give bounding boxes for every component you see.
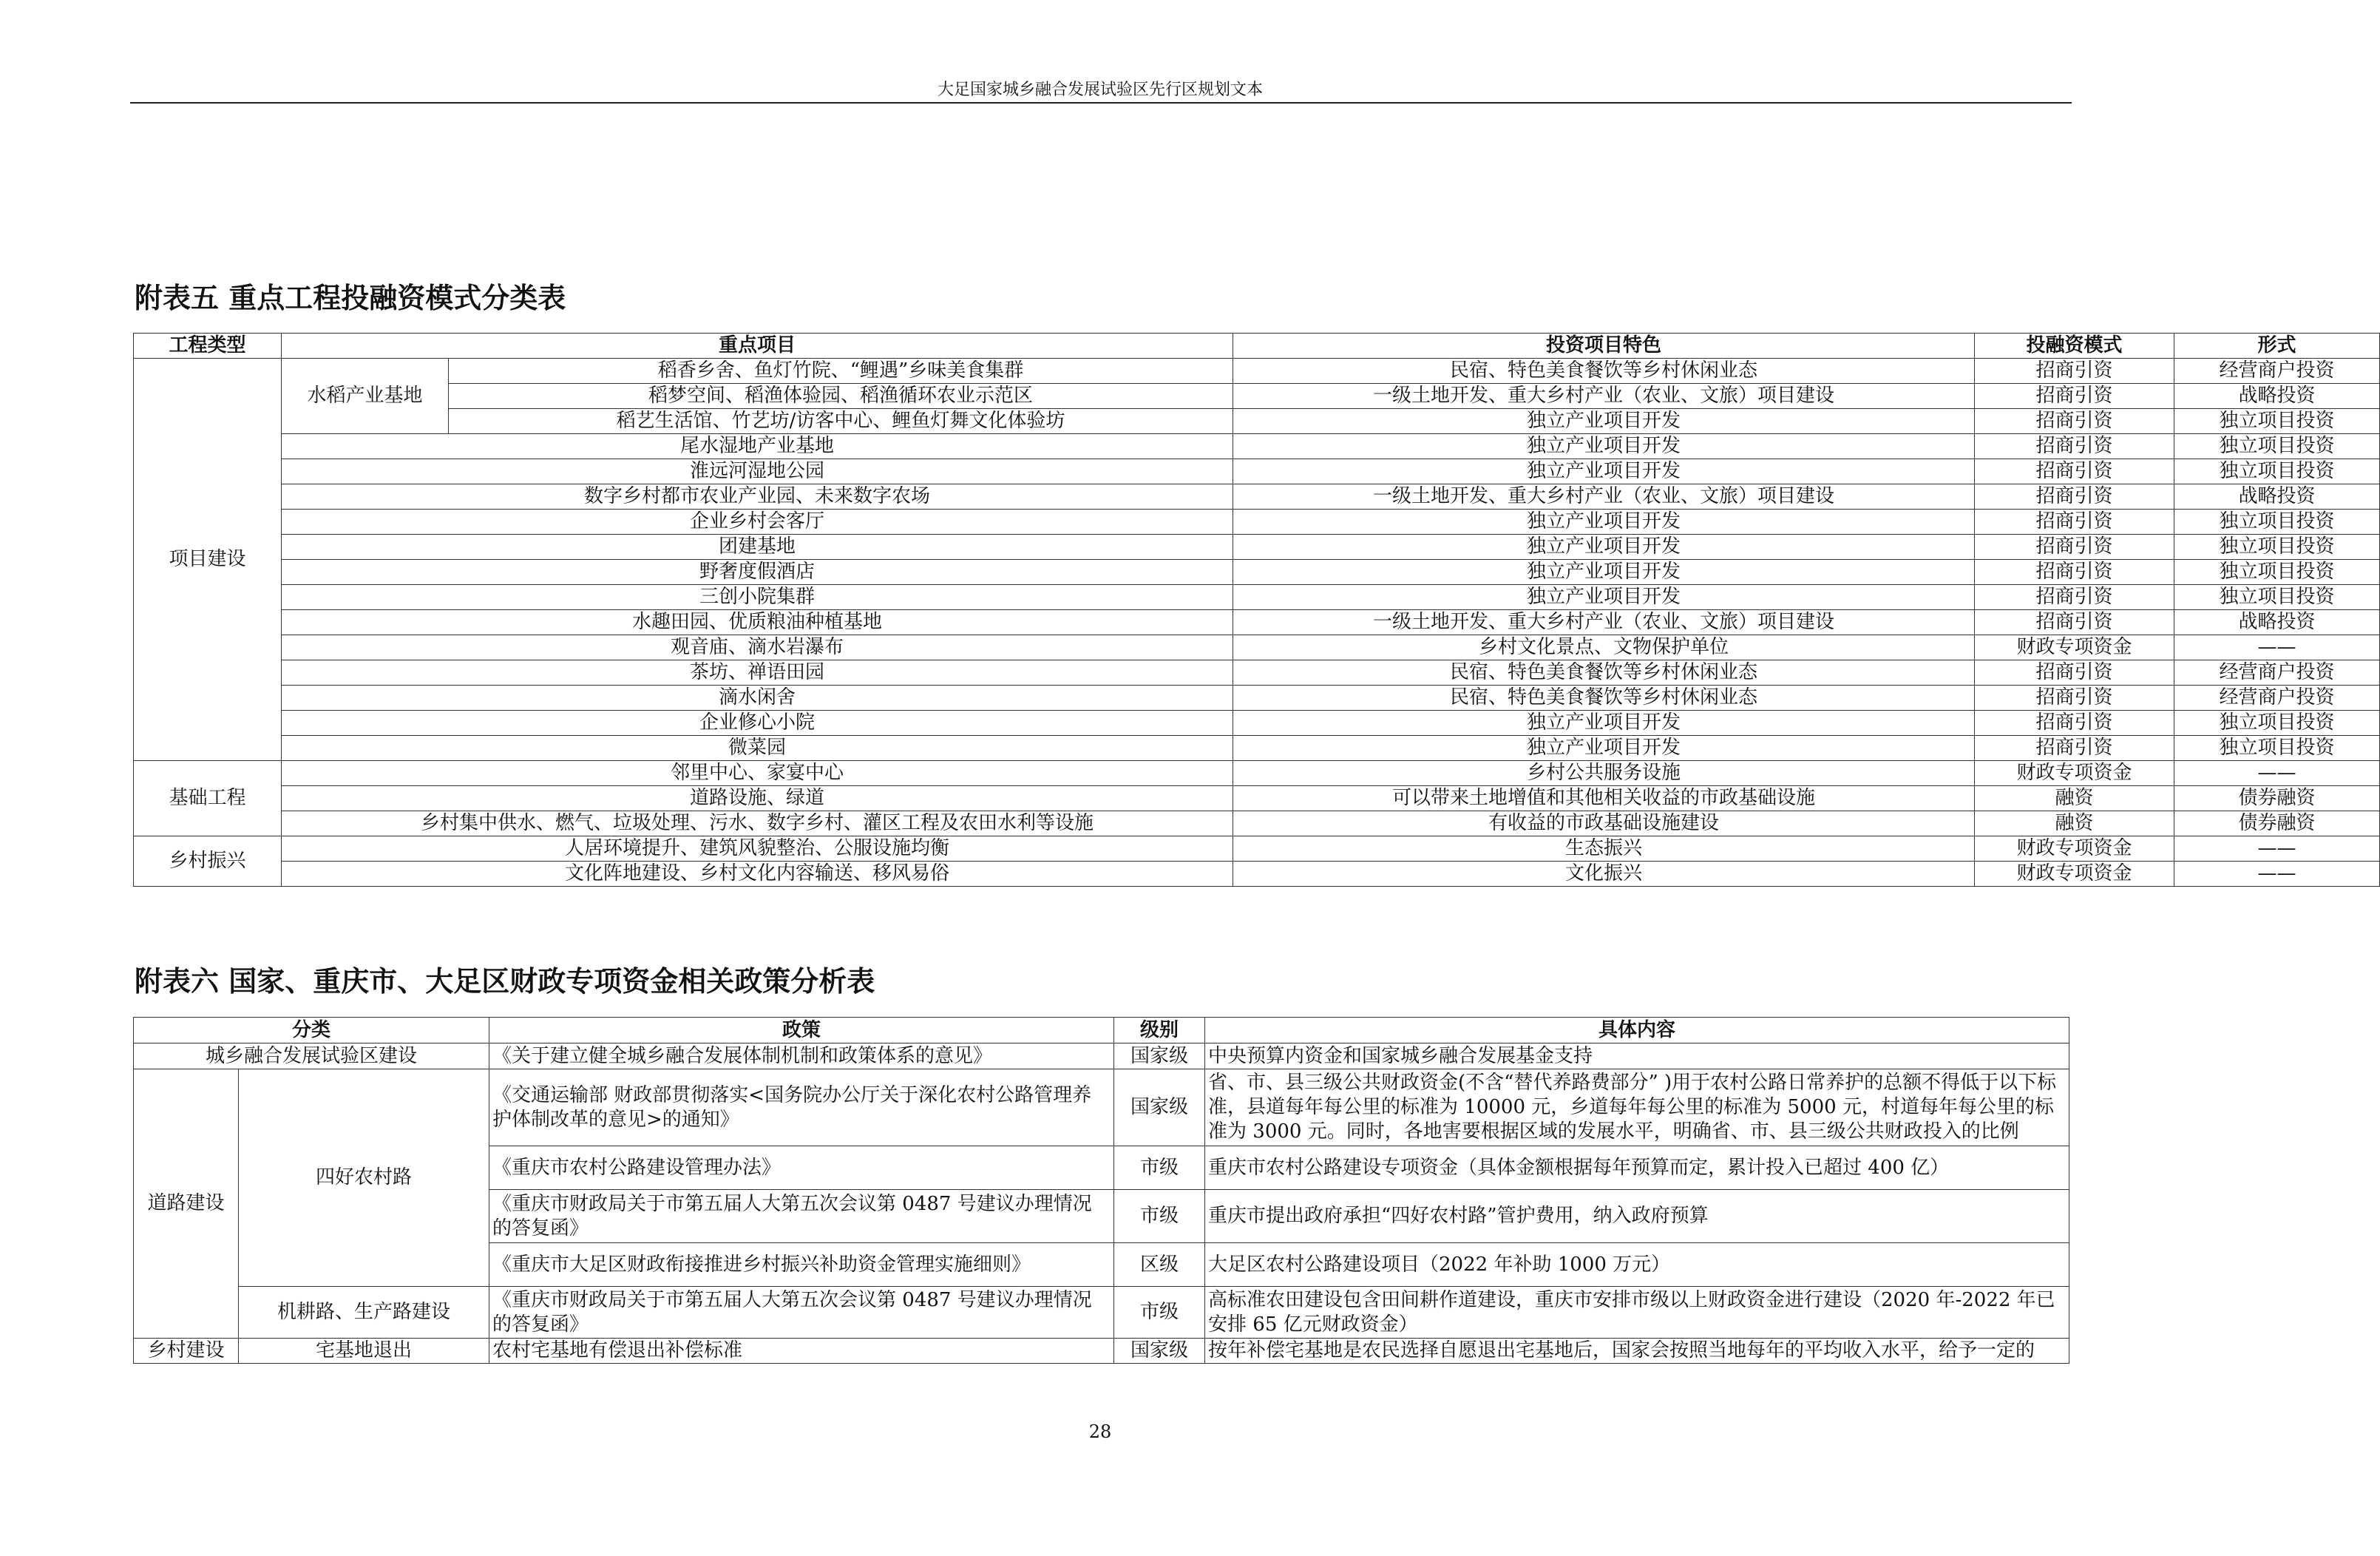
policy-cell: 《重庆市农村公路建设管理办法》 [489,1146,1114,1190]
feature-cell: 独立产业项目开发 [1233,409,1975,434]
table-row [134,736,2380,761]
table-row [134,635,2380,660]
content-cell: 中央预算内资金和国家城乡融合发展基金支持 [1205,1043,2069,1069]
project-cell: 邻里中心、家宴中心 [282,761,1233,786]
form-cell: 独立项目投资 [2174,711,2380,736]
table-row [134,1069,2069,1146]
feature-cell: 文化振兴 [1233,862,1975,887]
feature-cell: 独立产业项目开发 [1233,585,1975,610]
table-row [134,811,2380,836]
mode-cell: 招商引资 [1975,510,2174,535]
table-row [134,585,2380,610]
content-cell: 省、市、县三级公共财政资金(不含“替代养路费部分” )用于农村公路日常养护的总额不得低于以下标准，县道每年每公里的标准为 10000 元，乡道每年每公里的标准为 5000 元，村道每年每公里的标准为 3000 元。同时，各地害要根据区域的发展水平，明确省、市、县三级公共财政投入的比例 [1205,1069,2069,1146]
form-cell: 独立项目投资 [2174,434,2380,459]
policy-cell: 《关于建立健全城乡融合发展体制机制和政策体系的意见》 [489,1043,1114,1069]
feature-cell: 乡村文化景点、文物保护单位 [1233,635,1975,660]
mode-cell: 招商引资 [1975,736,2174,761]
project-cell: 观音庙、滴水岩瀑布 [282,635,1233,660]
page-number: 28 [1088,1421,1112,1442]
mode-cell: 招商引资 [1975,610,2174,635]
form-cell: —— [2174,836,2380,862]
form-cell: 独立项目投资 [2174,459,2380,484]
table-row [134,711,2380,736]
form-cell: 独立项目投资 [2174,510,2380,535]
investment-model-table [133,333,2380,887]
feature-cell: 一级土地开发、重大乡村产业（农业、文旅）项目建设 [1233,384,1975,409]
table-row [134,1043,2069,1069]
feature-cell: 独立产业项目开发 [1233,711,1975,736]
feature-cell: 独立产业项目开发 [1233,560,1975,585]
col-header-policy: 政策 [489,1018,1114,1043]
form-cell: 独立项目投资 [2174,409,2380,434]
feature-cell: 独立产业项目开发 [1233,510,1975,535]
feature-cell: 民宿、特色美食餐饮等乡村休闲业态 [1233,686,1975,711]
feature-cell: 生态振兴 [1233,836,1975,862]
project-cell: 三创小院集群 [282,585,1233,610]
content-cell: 重庆市农村公路建设专项资金（具体金额根据每年预算而定，累计投入已超过 400 亿） [1205,1146,2069,1190]
feature-cell: 民宿、特色美食餐饮等乡村休闲业态 [1233,359,1975,384]
form-cell: 战略投资 [2174,484,2380,510]
mode-cell: 招商引资 [1975,686,2174,711]
col-header-feature: 投资项目特色 [1233,334,1975,359]
policy-cell: 《重庆市财政局关于市第五届人大第五次会议第 0487 号建议办理情况的答复函》 [489,1287,1114,1339]
col-header-category: 分类 [134,1018,489,1043]
form-cell: 债券融资 [2174,811,2380,836]
form-cell: 独立项目投资 [2174,535,2380,560]
table-header-row [134,1018,2069,1043]
project-cell: 道路设施、绿道 [282,786,1233,811]
project-cell: 人居环境提升、建筑风貌整治、公服设施均衡 [282,836,1233,862]
project-cell: 文化阵地建设、乡村文化内容输送、移风易俗 [282,862,1233,887]
project-cell: 乡村集中供水、燃气、垃圾处理、污水、数字乡村、灌区工程及农田水利等设施 [282,811,1233,836]
feature-cell: 独立产业项目开发 [1233,535,1975,560]
project-cell: 微菜园 [282,736,1233,761]
col-header-content: 具体内容 [1205,1018,2069,1043]
level-cell: 国家级 [1114,1043,1205,1069]
project-cell: 尾水湿地产业基地 [282,434,1233,459]
feature-cell: 一级土地开发、重大乡村产业（农业、文旅）项目建设 [1233,610,1975,635]
mode-cell: 招商引资 [1975,434,2174,459]
subcategory-cell: 宅基地退出 [239,1339,489,1364]
mode-cell: 招商引资 [1975,585,2174,610]
project-cell: 水趣田园、优质粮油种植基地 [282,610,1233,635]
subcategory-cell: 四好农村路 [239,1069,489,1287]
table-row [134,560,2380,585]
category-cell: 乡村建设 [134,1339,239,1364]
content-cell: 重庆市提出政府承担“四好农村路”管护费用，纳入政府预算 [1205,1190,2069,1243]
project-cell: 团建基地 [282,535,1233,560]
subcategory-cell: 水稻产业基地 [282,359,449,434]
form-cell: —— [2174,635,2380,660]
feature-cell: 有收益的市政基础设施建设 [1233,811,1975,836]
project-cell: 企业乡村会客厅 [282,510,1233,535]
table-row [134,484,2380,510]
content-cell: 大足区农村公路建设项目（2022 年补助 1000 万元） [1205,1243,2069,1287]
mode-cell: 招商引资 [1975,384,2174,409]
category-cell: 道路建设 [134,1069,239,1339]
project-cell: 稻梦空间、稻渔体验园、稻渔循环农业示范区 [449,384,1233,409]
header-rule [130,102,2072,104]
project-cell: 茶坊、禅语田园 [282,660,1233,686]
form-cell: 债券融资 [2174,786,2380,811]
table6-title: 附表六 国家、重庆市、大足区财政专项资金相关政策分析表 [135,964,875,998]
content-cell: 按年补偿宅基地是农民选择自愿退出宅基地后，国家会按照当地每年的平均收入水平，给予一定的 [1205,1339,2069,1364]
mode-cell: 招商引资 [1975,409,2174,434]
policy-cell: 农村宅基地有偿退出补偿标准 [489,1339,1114,1364]
form-cell: 战略投资 [2174,610,2380,635]
table-row [134,610,2380,635]
policy-analysis-table [133,1017,2069,1364]
category-cell: 乡村振兴 [134,836,282,887]
mode-cell: 财政专项资金 [1975,862,2174,887]
mode-cell: 招商引资 [1975,711,2174,736]
table5-title: 附表五 重点工程投融资模式分类表 [135,281,566,314]
policy-cell: 《交通运输部 财政部贯彻落实<国务院办公厅关于深化农村公路管理养护体制改革的意见>的通知》 [489,1069,1114,1146]
form-cell: 独立项目投资 [2174,736,2380,761]
feature-cell: 可以带来土地增值和其他相关收益的市政基础设施 [1233,786,1975,811]
mode-cell: 财政专项资金 [1975,635,2174,660]
form-cell: 经营商户投资 [2174,359,2380,384]
mode-cell: 招商引资 [1975,560,2174,585]
table-row [134,459,2380,484]
table-row [134,1339,2069,1364]
table-row [134,1287,2069,1339]
category-cell: 基础工程 [134,761,282,836]
mode-cell: 财政专项资金 [1975,836,2174,862]
project-cell: 数字乡村都市农业产业园、未来数字农场 [282,484,1233,510]
mode-cell: 招商引资 [1975,484,2174,510]
col-header-mode: 投融资模式 [1975,334,2174,359]
form-cell: 经营商户投资 [2174,686,2380,711]
table-header-row [134,334,2380,359]
mode-cell: 融资 [1975,786,2174,811]
form-cell: 独立项目投资 [2174,560,2380,585]
level-cell: 市级 [1114,1287,1205,1339]
level-cell: 区级 [1114,1243,1205,1287]
category-cell: 城乡融合发展试验区建设 [134,1043,489,1069]
table-row [134,409,2380,434]
project-cell: 淮远河湿地公园 [282,459,1233,484]
table-row [134,786,2380,811]
feature-cell: 乡村公共服务设施 [1233,761,1975,786]
col-header-type: 工程类型 [134,334,282,359]
mode-cell: 招商引资 [1975,535,2174,560]
col-header-form: 形式 [2174,334,2380,359]
mode-cell: 招商引资 [1975,660,2174,686]
project-cell: 野奢度假酒店 [282,560,1233,585]
table-row [134,660,2380,686]
level-cell: 市级 [1114,1190,1205,1243]
feature-cell: 民宿、特色美食餐饮等乡村休闲业态 [1233,660,1975,686]
table-row [134,535,2380,560]
table-row [134,384,2380,409]
project-cell: 滴水闲舍 [282,686,1233,711]
feature-cell: 独立产业项目开发 [1233,459,1975,484]
form-cell: 战略投资 [2174,384,2380,409]
level-cell: 国家级 [1114,1069,1205,1146]
feature-cell: 独立产业项目开发 [1233,736,1975,761]
col-header-level: 级别 [1114,1018,1205,1043]
mode-cell: 招商引资 [1975,359,2174,384]
running-header: 大足国家城乡融合发展试验区先行区规划文本 [937,81,1263,99]
content-cell: 高标准农田建设包含田间耕作道建设，重庆市安排市级以上财政资金进行建设（2020 年-2022 年已安排 65 亿元财政资金） [1205,1287,2069,1339]
feature-cell: 一级土地开发、重大乡村产业（农业、文旅）项目建设 [1233,484,1975,510]
level-cell: 国家级 [1114,1339,1205,1364]
table-row [134,510,2380,535]
subcategory-cell: 机耕路、生产路建设 [239,1287,489,1339]
table-row [134,836,2380,862]
form-cell: 独立项目投资 [2174,585,2380,610]
policy-cell: 《重庆市大足区财政衔接推进乡村振兴补助资金管理实施细则》 [489,1243,1114,1287]
feature-cell: 独立产业项目开发 [1233,434,1975,459]
mode-cell: 招商引资 [1975,459,2174,484]
mode-cell: 融资 [1975,811,2174,836]
table-row [134,434,2380,459]
table-row [134,359,2380,384]
table-row [134,761,2380,786]
table-row [134,862,2380,887]
col-header-project: 重点项目 [282,334,1233,359]
level-cell: 市级 [1114,1146,1205,1190]
table-row [134,686,2380,711]
project-cell: 稻香乡舍、鱼灯竹院、“鲤遇”乡味美食集群 [449,359,1233,384]
form-cell: —— [2174,761,2380,786]
form-cell: 经营商户投资 [2174,660,2380,686]
category-cell: 项目建设 [134,359,282,761]
policy-cell: 《重庆市财政局关于市第五届人大第五次会议第 0487 号建议办理情况的答复函》 [489,1190,1114,1243]
form-cell: —— [2174,862,2380,887]
project-cell: 稻艺生活馆、竹艺坊/访客中心、鲤鱼灯舞文化体验坊 [449,409,1233,434]
mode-cell: 财政专项资金 [1975,761,2174,786]
project-cell: 企业修心小院 [282,711,1233,736]
